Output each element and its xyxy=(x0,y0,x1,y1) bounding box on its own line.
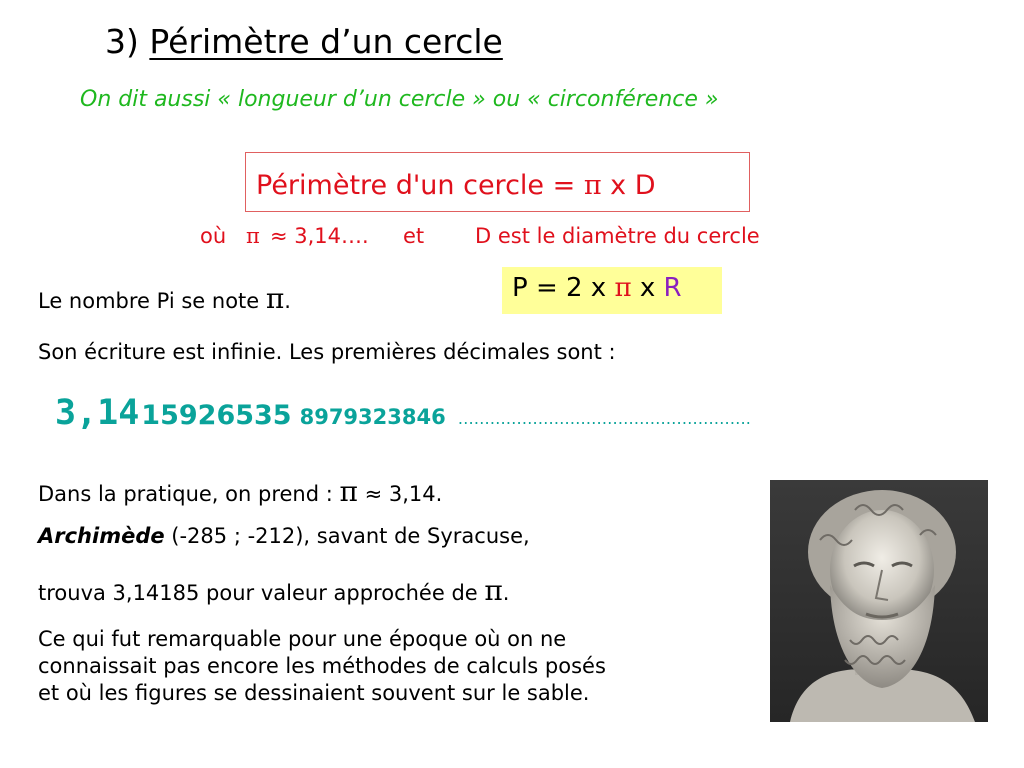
history-paragraph xyxy=(38,626,758,707)
where-approx: ≈ 3,14…. xyxy=(270,224,369,248)
pi-symbol: π xyxy=(265,282,285,315)
formula-suffix: x D xyxy=(610,170,656,201)
archimede-end: . xyxy=(502,581,510,605)
p-formula-r: R xyxy=(663,273,682,303)
decimals-part3: 8979323846 xyxy=(299,405,446,429)
title-text: Périmètre d’un cercle xyxy=(149,22,503,61)
where-et: et xyxy=(403,224,425,248)
where-pi: π xyxy=(246,224,260,248)
archimedes-bust-image xyxy=(770,480,988,722)
practice-approx: ≈ 3,14. xyxy=(364,482,443,506)
bust-illustration xyxy=(770,480,988,722)
infinite-text: Son écriture est infinie. Les premières décimales sont : xyxy=(38,340,616,364)
p-formula-pi: π xyxy=(614,273,632,303)
paragraph-line: Ce qui fut remarquable pour une époque où on ne xyxy=(38,627,567,651)
where-diameter: D est le diamètre du cercle xyxy=(475,224,760,248)
paragraph-line: et où les figures se dessinaient souvent sur le sable. xyxy=(38,681,590,705)
formula-prefix: Périmètre d'un cercle = xyxy=(256,170,576,201)
decimals-part1: 3,14 xyxy=(55,393,140,433)
archimede-approx-text: trouva 3,14185 pour valeur approchée de xyxy=(38,581,478,605)
pi-note xyxy=(38,282,291,315)
p-formula-prefix: P = 2 x xyxy=(512,273,607,303)
pi-note-end: . xyxy=(284,289,291,313)
archimede-line1 xyxy=(38,524,530,548)
p-formula-x: x xyxy=(639,273,656,303)
practice-text: Dans la pratique, on prend : xyxy=(38,482,333,506)
decimals-dots: ………………………………………………. xyxy=(457,409,751,428)
perimeter-formula xyxy=(256,170,656,201)
paragraph-line: connaissait pas encore les méthodes de calculs posés xyxy=(38,654,606,678)
archimede-pi: π xyxy=(484,574,503,607)
pi-decimals xyxy=(55,393,751,433)
archimede-name: Archimède xyxy=(38,524,165,548)
subtitle: On dit aussi « longueur d’un cercle » ou « circonférence » xyxy=(80,87,719,112)
practice-line xyxy=(38,475,442,508)
formula-pi: π xyxy=(583,170,602,201)
decimals-part2: 15926535 xyxy=(141,400,292,431)
archimede-dates: (-285 ; -212), savant de Syracuse, xyxy=(164,524,530,548)
practice-pi: π xyxy=(339,475,358,508)
title-number: 3) xyxy=(105,22,139,61)
page-title xyxy=(105,22,503,61)
where-ou: où xyxy=(200,224,227,248)
pi-note-text: Le nombre Pi se note xyxy=(38,289,260,313)
archimede-line2 xyxy=(38,574,509,607)
p-formula xyxy=(512,273,682,303)
